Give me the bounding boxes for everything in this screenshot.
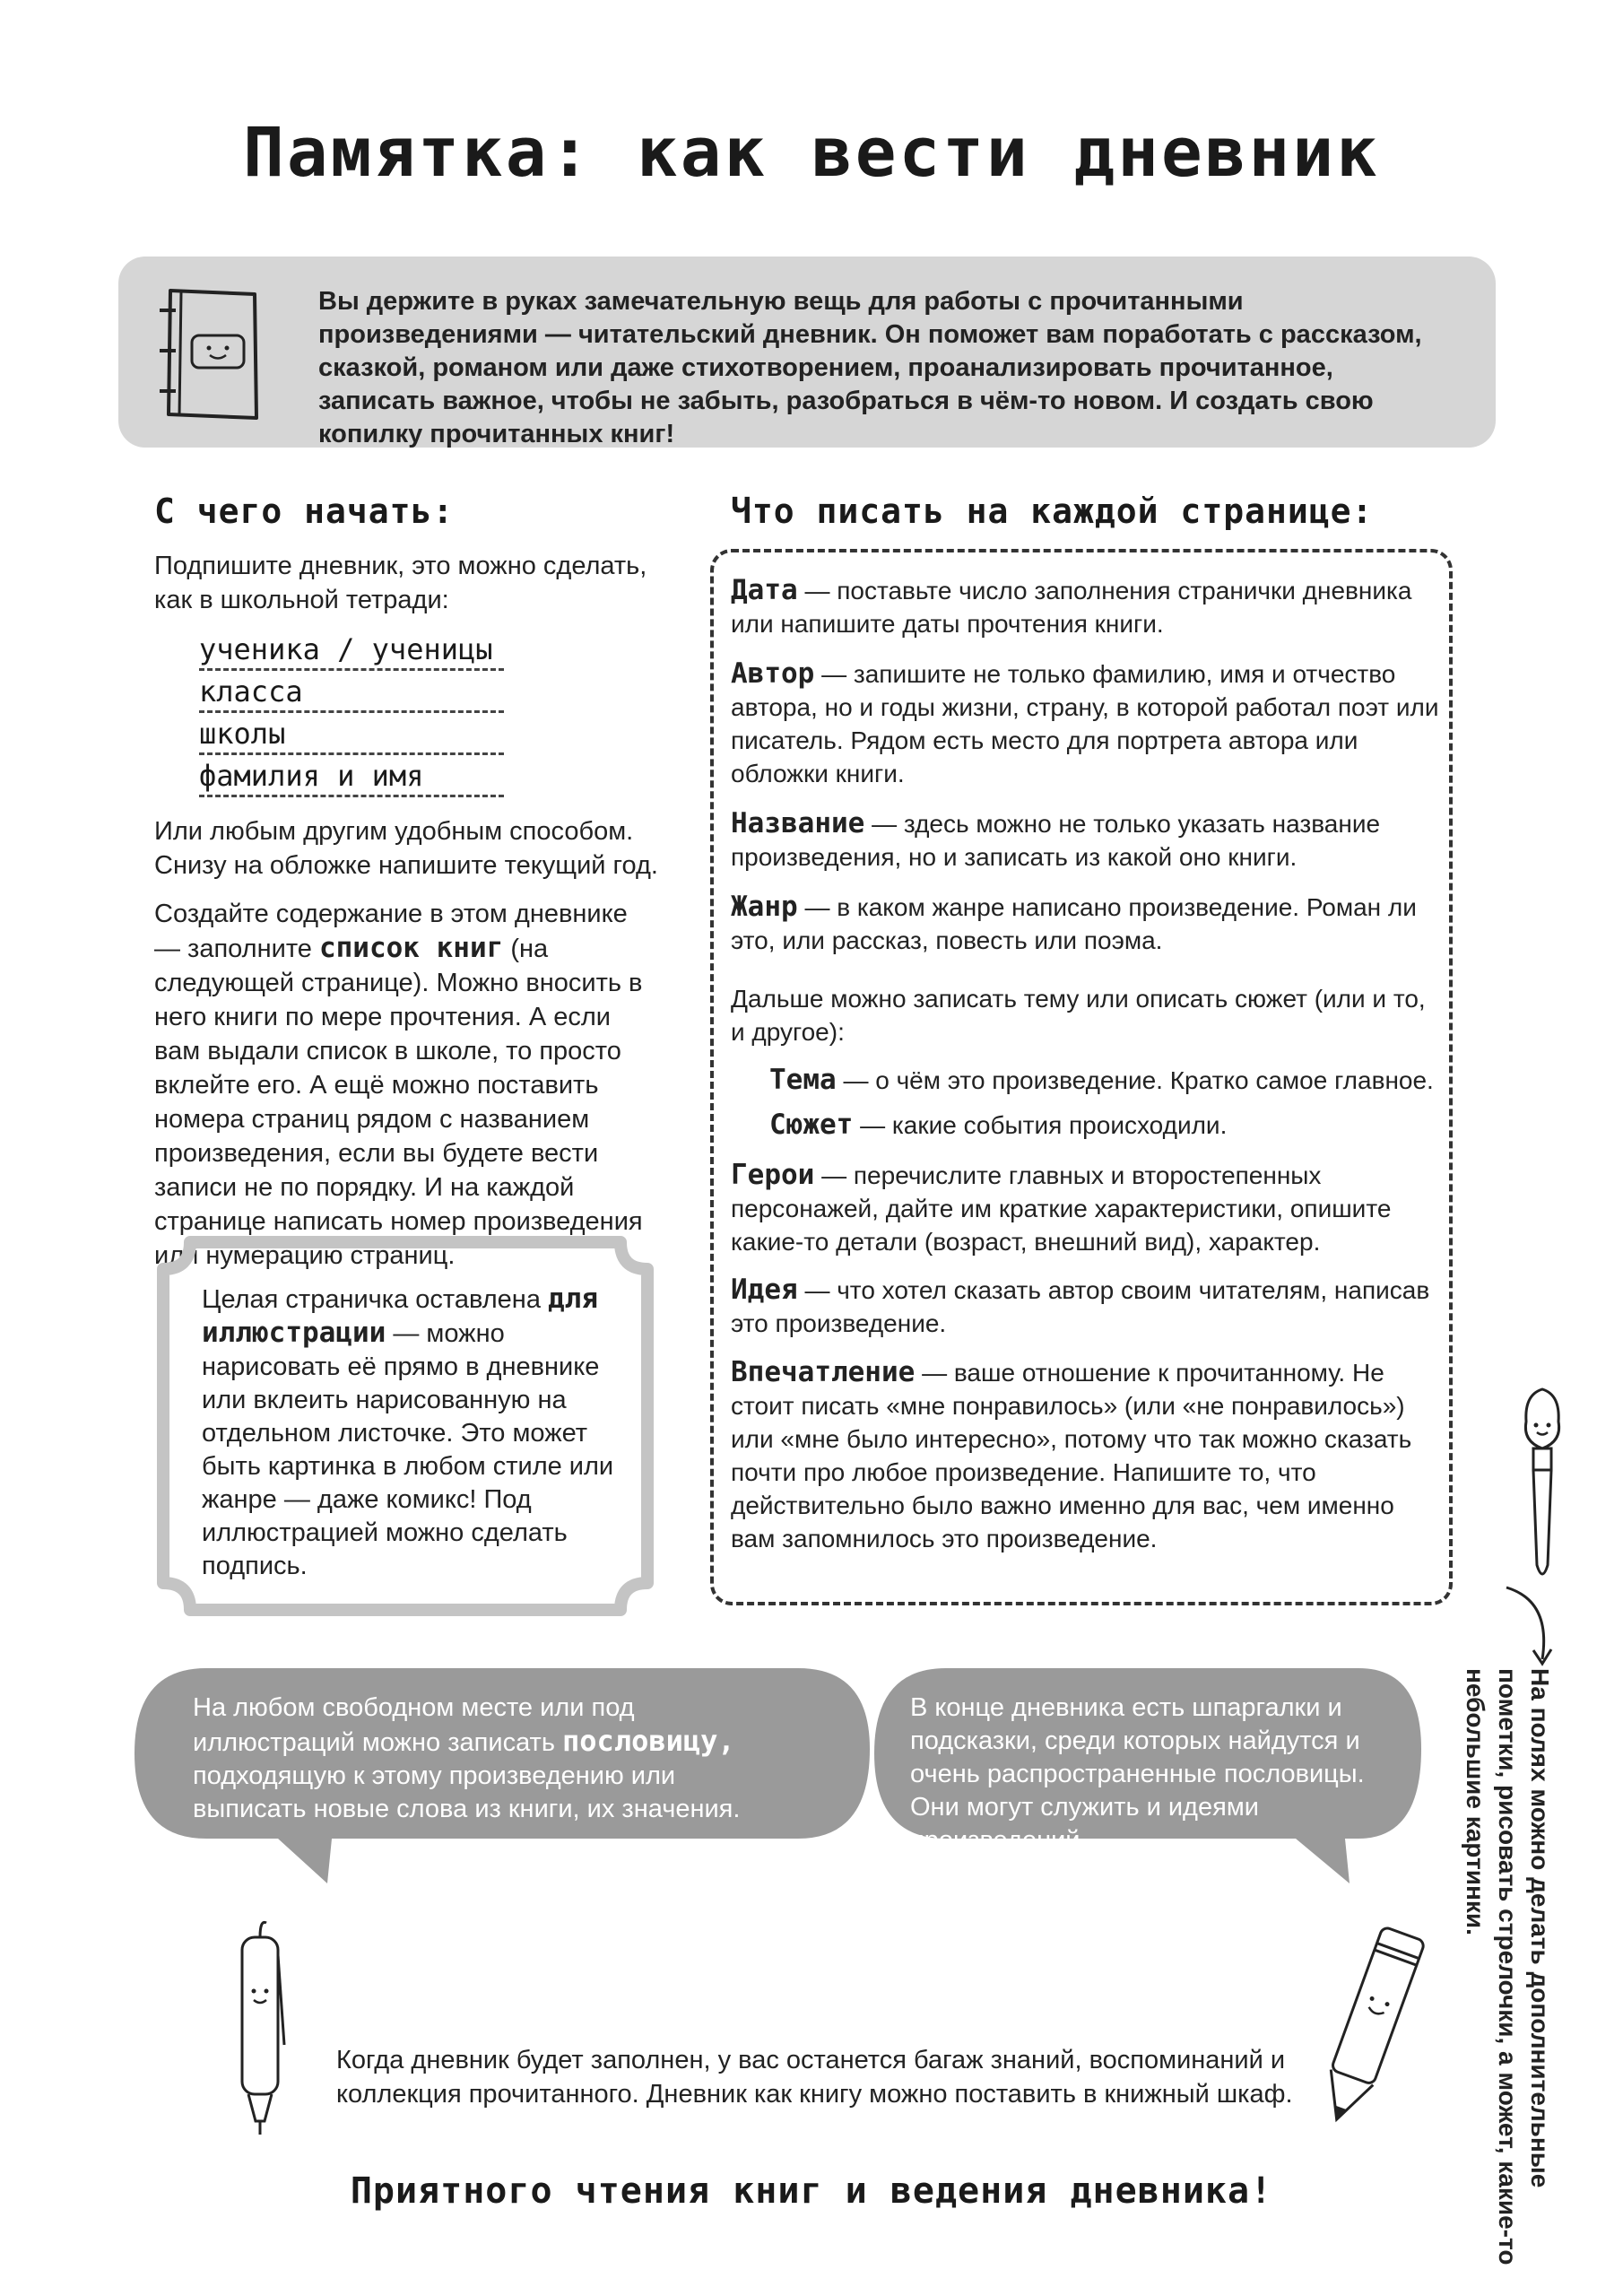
sign-line-class: класса [199,674,504,713]
bubble-right-text: В конце дневника есть шпаргалки и подсказки, среди которых найдутся и очень распространенные пословицы. Они могут служить и идеями произведений. [910,1693,1365,1855]
intro-text: Вы держите в руках замечательную вещь для работы с прочитанными произведениями — читательский дневник. Он поможет вам поработать с рассказом, сказкой, романом или даже стихотворением, проанализировать прочитанное, записать важное, чтобы не забыть, разобраться в чём-то новом. И создать свою копилку прочитанных книг! [318,287,1422,448]
arrow-icon [1497,1583,1560,1673]
left-text-3: Создайте содержание в этом дневнике — заполните список книг (на следующей странице). Можно вносить в него книги по мере прочтения. А если вам выдали список в школе, то просто вклейте его. А ещё можно поставить номера страниц рядом с названием произведения, если вы будете вести записи не по порядку. И на каждой странице написать номер произведения или нумерацию страниц. [154,900,643,1270]
keyword-proverb: пословицу, [562,1724,735,1758]
brush-icon [1506,1386,1578,1601]
sign-line-student: ученика / ученицы [199,632,504,671]
item-impression: Впечатление — ваше отношение к прочитанному. Не стоит писать «мне понравилось» (или «не понравилось») или «мне было интересно», потому что так можно сказать почти про любое произведение. Напишите то, что действительно было важно именно для вас, чем именно вам запомнилось это произведение. [731,1356,1412,1552]
keyword-illustration: для иллюстрации [202,1283,599,1349]
right-heading: Что писать на каждой странице: [731,491,1374,531]
margin-note: На полях можно делать дополнительные пометки, рисовать стрелочки, а может, какие-то небольшие картинки. [1462,1668,1554,2266]
keyword-book-list: список книг [318,932,504,964]
pen-icon [220,1919,300,2144]
item-author: Автор — запишите не только фамилию, имя и отчество автора, но и годы жизни, страну, в которой работал поэт или писатель. Рядом есть место для портрета автора или обложки книги. [731,657,1439,787]
sign-line-school: школы [199,717,504,755]
final-text: Когда дневник будет заполнен, у вас останется багаж знаний, воспоминаний и коллекция прочитанного. Дневник как книгу можно поставить в книжный шкаф. [336,2046,1293,2109]
left-text-2: Или любым другим удобным способом. Снизу на обложке напишите текущий год. [154,817,658,880]
further-text: Дальше можно записать тему или описать сюжет (или и то, и другое): [731,985,1426,1046]
item-plot: Сюжет — какие события происходили. [769,1109,1228,1141]
page-title: Памятка: как вести дневник [243,112,1380,192]
item-idea: Идея — что хотел сказать автор своим читателям, написав это произведение. [731,1274,1430,1337]
sign-line-name: фамилия и имя [199,759,504,797]
item-date: Дата — поставьте число заполнения странички дневника или напишите даты прочтения книги. [731,574,1412,638]
item-theme: Тема — о чём это произведение. Кратко самое главное. [769,1064,1434,1096]
notebook-icon [154,283,271,427]
left-intro-text: Подпишите дневник, это можно сделать, как в школьной тетради: [154,552,647,614]
left-heading: С чего начать: [154,491,455,531]
closing-line: Приятного чтения книг и ведения дневника! [350,2170,1273,2212]
illustration-text: Целая страничка оставлена для иллюстрации — можно нарисовать её прямо в дневнике или вклеить нарисованную на отдельном листочке. Это может быть картинка в любом стиле или жанре — даже комикс! Под иллюстрацией можно сделать подпись. [202,1283,614,1580]
bubble-left-text: На любом свободном месте или под иллюстраций можно записать пословицу, подходящую к этому произведению или выписать новые слова из книги, их значения. [193,1693,741,1823]
item-name: Название — здесь можно не только указать название произведения, но и записать из какой оно книги. [731,807,1381,871]
item-genre: Жанр — в каком жанре написано произведение. Роман ли это, или рассказ, повесть или поэма. [731,891,1417,954]
item-heroes: Герои — перечислите главных и второстепенных персонажей, дайте им краткие характеристики, опишите какие-то детали (возраст, внешний вид), характер. [731,1159,1392,1256]
